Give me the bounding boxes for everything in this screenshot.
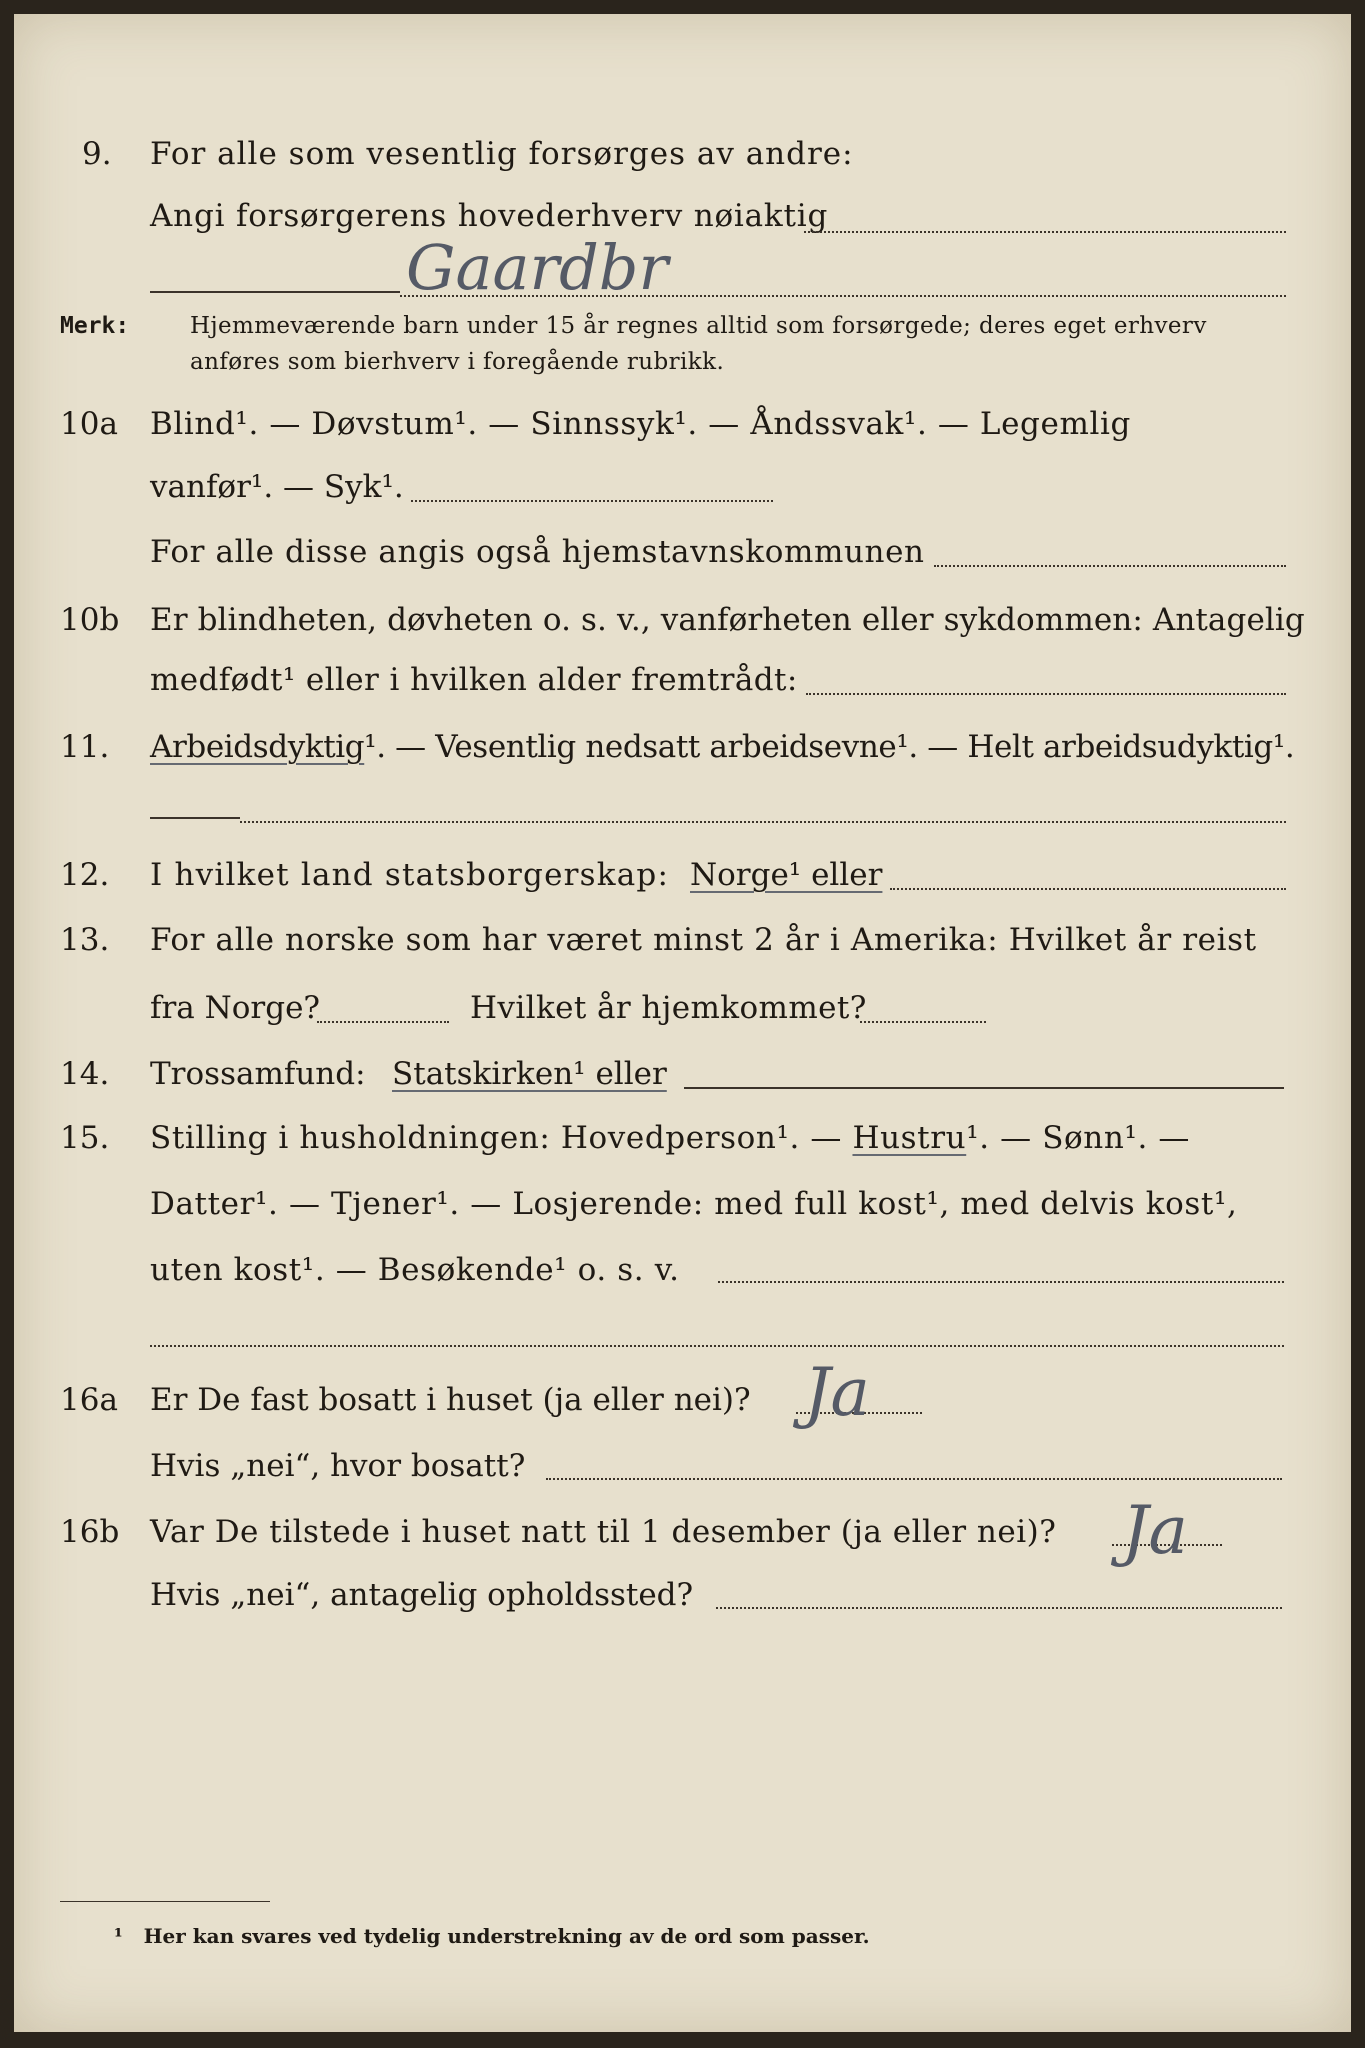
q9-number: 9.	[82, 136, 112, 172]
q12-field	[890, 888, 1286, 890]
q12-text: I hvilket land statsborgerskap:	[150, 857, 670, 893]
q14-option-underlined: Statskirken¹ eller	[392, 1056, 667, 1092]
q15-line1	[150, 1120, 1190, 1156]
q12-option-underlined: Norge¹ eller	[690, 857, 883, 893]
q11-field	[240, 821, 1286, 823]
q9-answer-line	[804, 231, 1286, 233]
q16a-field-2	[546, 1478, 1282, 1480]
note-label: Merk:	[60, 313, 130, 339]
q15-field	[718, 1281, 1284, 1283]
q13-number: 13.	[60, 922, 110, 958]
q10a-number: 10a	[60, 406, 118, 442]
q11-option-underlined: Arbeidsdyktig	[150, 729, 365, 765]
q14-field	[684, 1087, 1284, 1089]
q13-part-a: fra Norge?	[150, 990, 321, 1026]
q15-line3: uten kost¹. — Besøkende¹ o. s. v.	[150, 1252, 680, 1288]
q9-rule-left	[150, 291, 400, 293]
q10a-line3-field	[934, 565, 1286, 567]
q16a-line1: Er De fast bosatt i huset (ja eller nei)?	[150, 1382, 751, 1418]
q15-field-2	[150, 1345, 1284, 1347]
q16b-line2: Hvis „nei“, antagelig opholdssted?	[150, 1577, 694, 1613]
q14-text: Trossamfund:	[150, 1056, 366, 1092]
q11-text	[150, 729, 1294, 765]
q13-part-b: Hvilket år hjemkommet?	[470, 990, 867, 1026]
q11-number: 11.	[60, 729, 110, 765]
q16b-number: 16b	[60, 1514, 120, 1550]
q16a-number: 16a	[60, 1382, 118, 1418]
census-form-page	[14, 14, 1351, 2032]
q10b-field	[806, 693, 1286, 695]
q10b-number: 10b	[60, 602, 120, 638]
q13-line1: For alle norske som har været minst 2 år i Amerika: Hvilket år reist	[150, 922, 1257, 958]
q9-handwritten-answer: Gaardbr	[406, 231, 669, 304]
q13-field-a	[317, 1021, 449, 1023]
footnote-text: Her kan svares ved tydelig understrekning av de ord som passer.	[143, 1924, 870, 1948]
footnote-rule	[60, 1901, 270, 1902]
q10a-line1: Blind¹. — Døvstum¹. — Sinnssyk¹. — Åndssvak¹. — Legemlig	[150, 406, 1131, 442]
q15-line1-b: ¹. — Sønn¹. —	[966, 1120, 1190, 1156]
q16a-handwritten-answer: Ja	[804, 1354, 870, 1431]
q11-rule-left	[150, 817, 240, 819]
q15-line2: Datter¹. — Tjener¹. — Losjerende: med full kost¹, med delvis kost¹,	[150, 1186, 1238, 1222]
q10a-line3: For alle disse angis også hjemstavnskommunen	[150, 534, 925, 570]
footnote	[114, 1924, 870, 1948]
q9-line2: Angi forsørgerens hovederhverv nøiaktig	[150, 198, 829, 234]
q12-number: 12.	[60, 857, 110, 893]
q9-line1: For alle som vesentlig forsørges av andre:	[150, 136, 854, 172]
q10b-line1: Er blindheten, døvheten o. s. v., vanførheten eller sykdommen: Antagelig	[150, 602, 1305, 638]
q15-option-underlined: Hustru	[852, 1120, 967, 1156]
q16b-handwritten-answer: Ja	[1122, 1492, 1188, 1569]
q15-line1-a: Stilling i husholdningen: Hovedperson¹. —	[150, 1120, 842, 1156]
q16b-line1: Var De tilstede i huset natt til 1 desember (ja eller nei)?	[150, 1514, 1057, 1550]
note-line1: Hjemmeværende barn under 15 år regnes alltid som forsørgede; deres eget erhverv	[190, 313, 1207, 339]
q10b-line2: medfødt¹ eller i hvilken alder fremtrådt:	[150, 662, 798, 698]
note-line2: anføres som bierhverv i foregående rubrikk.	[190, 349, 725, 375]
q10a-line2: vanfør¹. — Syk¹.	[150, 469, 404, 505]
q15-number: 15.	[60, 1120, 110, 1156]
q10a-line2-field	[411, 500, 773, 502]
q14-number: 14.	[60, 1056, 110, 1092]
q11-rest: ¹. — Vesentlig nedsatt arbeidsevne¹. — Helt arbeidsudyktig¹.	[364, 729, 1295, 765]
footnote-mark: ¹	[114, 1924, 123, 1948]
q13-field-b	[860, 1021, 986, 1023]
q16a-line2: Hvis „nei“, hvor bosatt?	[150, 1448, 526, 1484]
q16b-field-2	[716, 1607, 1282, 1609]
